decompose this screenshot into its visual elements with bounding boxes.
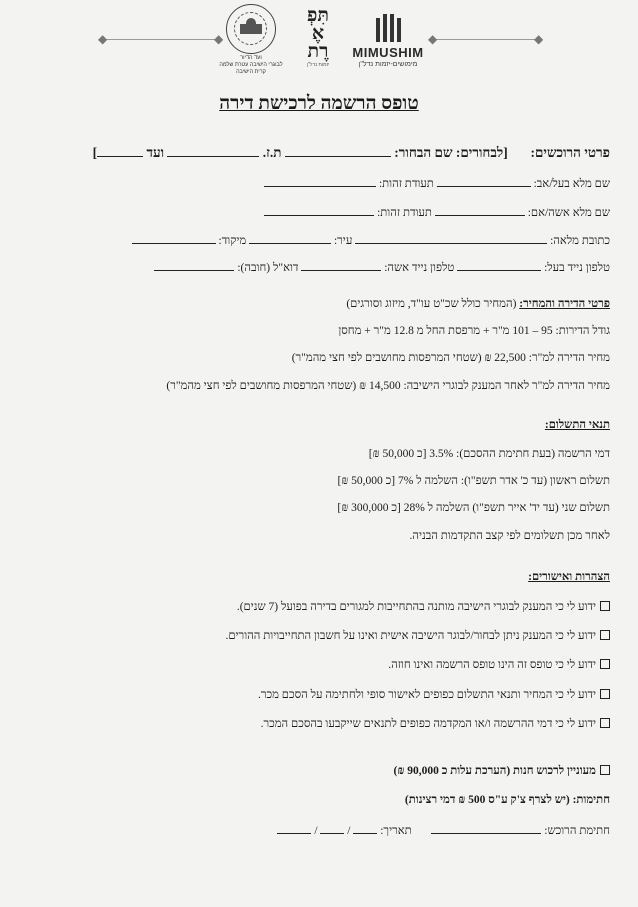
diamond-icon: ◆ — [214, 32, 224, 46]
husband-name-field[interactable] — [437, 175, 531, 187]
date-label: תאריך: — [380, 825, 412, 837]
wife-row — [264, 204, 610, 219]
committee-field[interactable] — [97, 145, 143, 157]
husband-id-label: תעודת זהות: — [378, 178, 434, 190]
payment-rest: לאחר מכן תשלומים לפי קצב התקדמות הבניה. — [409, 530, 610, 542]
shop-text: מעוניין לרכוש חנות (הערכת עלות כ 90,000 ₪) — [393, 765, 596, 777]
signature-row: חתימת הרוכש: תאריך: / / — [277, 822, 610, 837]
declaration-checkbox[interactable] — [600, 630, 610, 640]
address-row — [132, 232, 610, 247]
wife-id-label: תעודת זהות: — [377, 207, 432, 219]
wife-name-field[interactable] — [435, 204, 525, 216]
declaration-text: ידוע לי כי דמי ההרשמה ו/או המקדמה כפופים לתנאים שייקבעו בהסכם המכר. — [260, 718, 596, 730]
date-year-field[interactable] — [277, 822, 311, 834]
mimushim-logo-subtitle: מימושים-יזמות נדל"ן — [358, 61, 418, 68]
declaration-item — [388, 659, 610, 671]
husband-id-field[interactable] — [264, 175, 376, 187]
declaration-item — [225, 630, 610, 642]
declaration-checkbox[interactable] — [600, 659, 610, 669]
payment-registration: דמי הרשמה (בעת חתימת ההסכם): 3.5% [כ 50,000 ₪] — [368, 448, 610, 460]
declaration-checkbox[interactable] — [600, 601, 610, 611]
apartment-heading-row — [346, 298, 610, 310]
page-title: טופס הרשמה לרכישת דירה — [219, 93, 419, 114]
city-label: עיר: — [333, 235, 353, 247]
buyer-signature-field[interactable] — [431, 822, 541, 834]
declaration-item — [237, 601, 610, 613]
groom-id-field[interactable] — [167, 145, 259, 157]
declaration-text: ידוע לי כי המענק לבוגרי הישיבה מותנה בהתחייבות למגורים בדירה בפועל (7 שנים). — [236, 601, 596, 613]
payment-first: תשלום ראשון (עד כ' אדר תשפ"ו): השלמה ל 7% [כ 50,000 ₪] — [337, 475, 610, 487]
declarations-heading: הצהרות ואישורים: — [528, 571, 610, 583]
wife-phone-field[interactable] — [301, 259, 381, 271]
declaration-text: ידוע לי כי טופס זה הינו טופס הרשמה ואינו חוזה. — [388, 659, 596, 671]
buyers-heading: פרטי הרוכשים: — [530, 145, 610, 160]
phones-row — [154, 259, 610, 274]
committee-label: ועד — [146, 145, 165, 160]
mimushim-logo-icon — [350, 14, 426, 42]
declaration-item — [261, 718, 610, 730]
diamond-icon: ◆ — [534, 32, 544, 46]
declaration-text: ידוע לי כי המחיר ותנאי התשלום כפופים לאישור סופי ולחתימה על הסכם מכר. — [257, 689, 596, 701]
declaration-checkbox[interactable] — [600, 718, 610, 728]
signatures-heading: חתימות: — [572, 794, 610, 806]
city-field[interactable] — [249, 232, 331, 244]
header-divider-right — [430, 39, 540, 40]
address-field[interactable] — [355, 232, 547, 244]
apartment-price: מחיר הדירה למ"ר: 22,500 ₪ (שטחי המרפסות מחושבים לפי חצי מהמ"ר) — [291, 352, 610, 364]
declaration-checkbox[interactable] — [600, 689, 610, 699]
email-field[interactable] — [154, 259, 234, 271]
payment-second: תשלום שני (עד יד' אייר תשפ"ו) השלמה ל 28% [כ 300,000 ₪] — [337, 502, 610, 514]
wife-id-field[interactable] — [264, 204, 374, 216]
signatures-heading-row — [405, 794, 610, 806]
groom-id-label: ת.ז. — [262, 145, 282, 160]
shop-checkbox[interactable] — [600, 765, 610, 775]
groom-name-label: [לבחורים: שם הבחור: — [394, 145, 508, 160]
declaration-item — [258, 689, 610, 701]
zip-label: מיקוד: — [218, 235, 247, 247]
diamond-icon: ◆ — [428, 32, 438, 46]
wife-phone-label: טלפון נייד אשה: — [384, 262, 455, 274]
wife-name-label: שם מלא אשה/אם: — [527, 207, 610, 219]
apartment-heading-note: (המחיר כולל שכ"ט עו"ד, מיזוג וסורגים) — [346, 298, 517, 310]
seal-caption: ועד הדיור לבוגרי הישיבה עטרת שלמה קרית הישיבה — [219, 55, 283, 75]
mimushim-logo-name: MIMUSHIM — [352, 45, 424, 60]
husband-phone-label: טלפון נייד בעל: — [544, 262, 610, 274]
groom-name-field[interactable] — [285, 145, 391, 157]
buyer-signature-label: חתימת הרוכש: — [544, 825, 610, 837]
diamond-icon: ◆ — [98, 32, 108, 46]
apartment-price-graduates: מחיר הדירה למ"ר לאחר המענק לבוגרי הישיבה: 14,500 ₪ (שטחי המרפסות מחושבים לפי חצי מהמ"ר) — [166, 380, 610, 392]
declaration-text: ידוע לי כי המענק ניתן לבחור/לבוגר הישיבה אישית ואינו על חשבון התחייבויות ההורים. — [225, 630, 596, 642]
yeshiva-seal-icon — [226, 4, 276, 54]
date-day-field[interactable] — [353, 822, 377, 834]
husband-row — [264, 175, 610, 190]
signatures-note: (יש לצרף צ'ק ע"ס 500 ₪ דמי רצינות) — [404, 794, 570, 806]
zip-field[interactable] — [132, 232, 216, 244]
payment-heading: תנאי התשלום: — [544, 419, 610, 431]
email-label: דוא"ל (חובה): — [237, 262, 299, 274]
date-month-field[interactable] — [320, 822, 344, 834]
header-divider-left — [104, 39, 216, 40]
mimushim-logo — [350, 12, 426, 70]
buyers-heading-row: פרטי הרוכשים: [לבחורים: שם הבחור: ת.ז. ועד ] — [92, 145, 610, 160]
tiferet-logo: תִּפְ אֶ רֶת יזמות נדל"ן — [306, 4, 330, 68]
apartment-size: גודל הדירות: 95 – 101 מ"ר + מרפסת החל מ 12.8 מ"ר + מחסן — [338, 325, 610, 337]
husband-name-label: שם מלא בעל/אב: — [533, 178, 610, 190]
apartment-heading: פרטי הדירה והמחיר: — [519, 298, 610, 310]
shop-row — [394, 765, 610, 777]
address-label: כתובת מלאה: — [550, 235, 610, 247]
husband-phone-field[interactable] — [457, 259, 541, 271]
